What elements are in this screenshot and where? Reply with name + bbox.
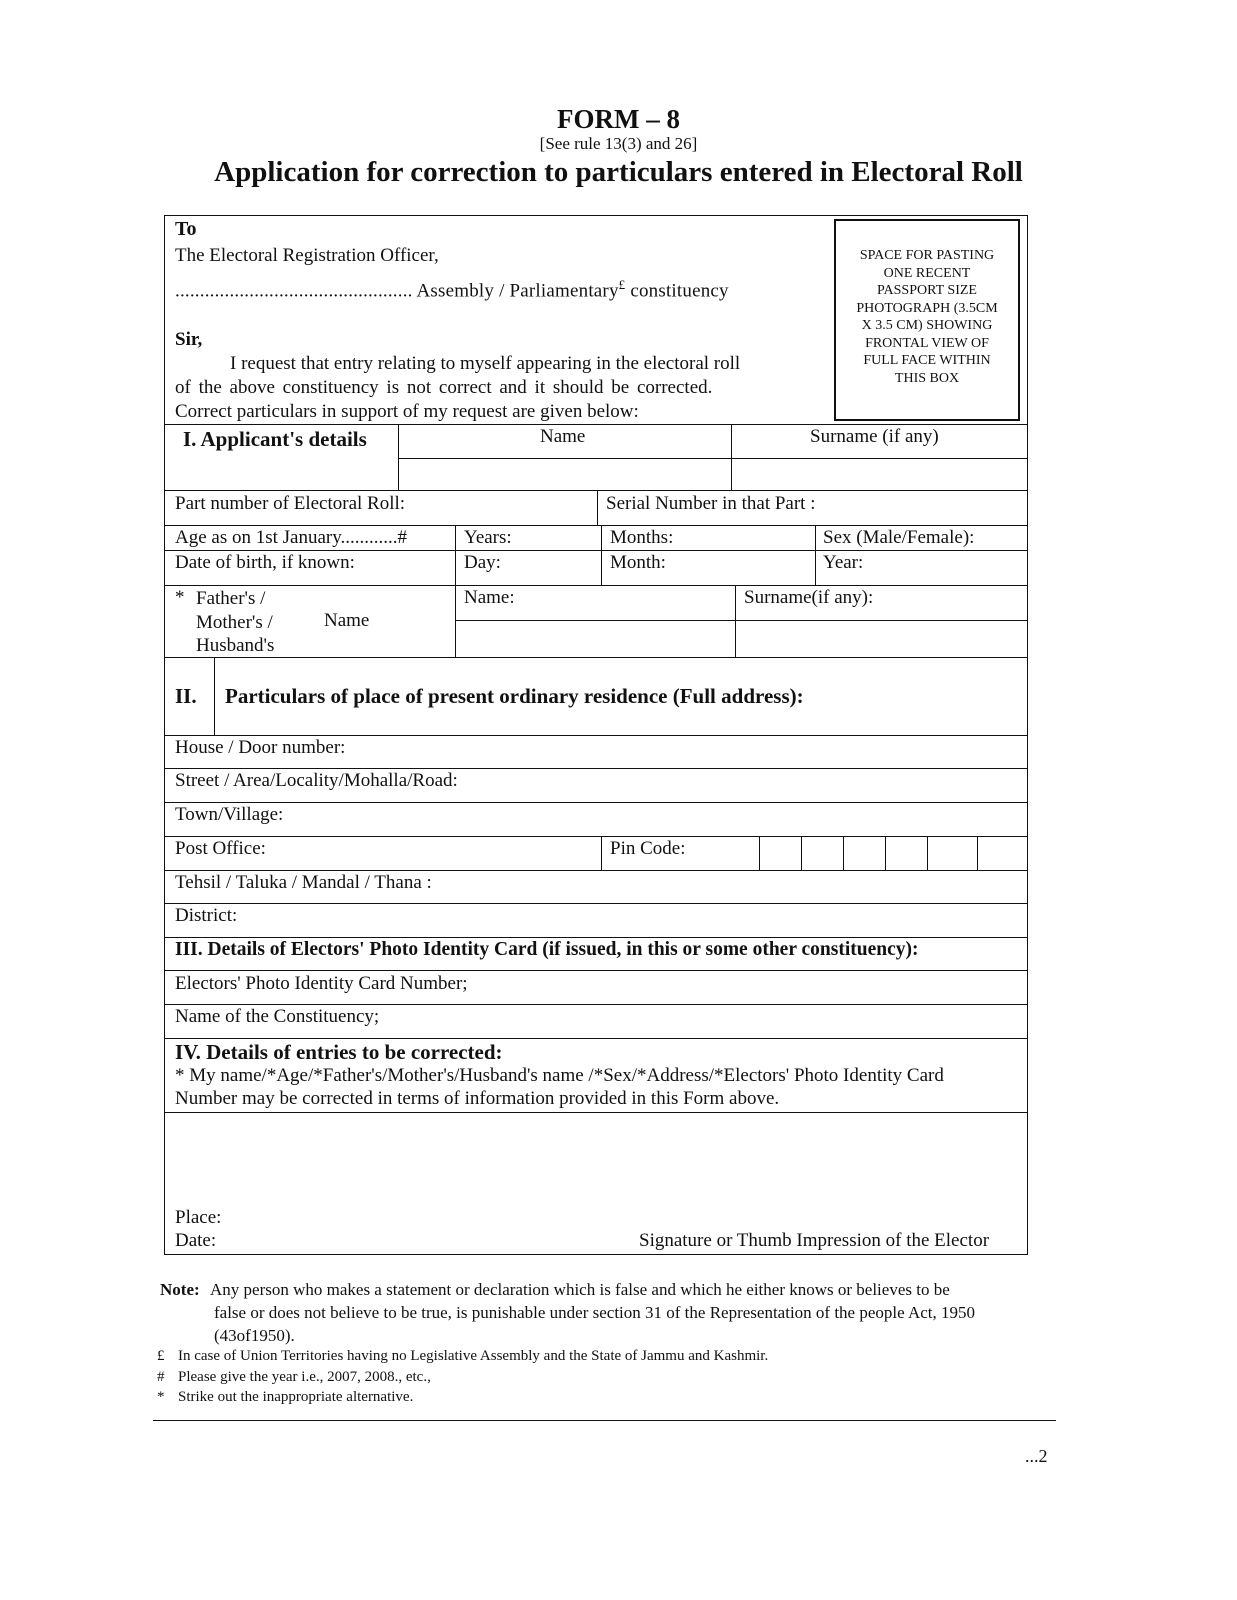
section4-line-1: * My name/*Age/*Father's/Mother's/Husband's name /*Sex/*Address/*Electors' Photo Identity Card <box>175 1065 944 1086</box>
constituency-type: Assembly / Parliamentary <box>416 280 619 302</box>
to-label: To <box>175 218 197 240</box>
request-line-1: I request that entry relating to myself appearing in the electoral roll <box>230 353 741 374</box>
note-label: Note: <box>160 1280 200 1299</box>
post-office-label: Post Office: <box>175 838 266 859</box>
relative-surname-field[interactable] <box>739 623 1025 653</box>
rule-reference: [See rule 13(3) and 26] <box>539 134 698 153</box>
section2-heading: Particulars of place of present ordinary residence (Full address): <box>225 684 804 708</box>
year-label: Year: <box>823 552 864 573</box>
part-number-label: Part number of Electoral Roll: <box>175 493 406 514</box>
photo-box-instructions: SPACE FOR PASTING ONE RECENT PASSPORT SIZE PHOTOGRAPH (3.5CM X 3.5 CM) SHOWING FRONTAL VIEW OF FULL FACE WITHIN THIS BOX <box>856 248 998 386</box>
month-label: Month: <box>610 552 666 573</box>
name-column: Name <box>540 426 586 447</box>
relative-type-labels: Father's / Mother's / Husband's <box>196 588 275 656</box>
applicant-name-field[interactable] <box>402 462 727 488</box>
section4-heading: IV. Details of entries to be corrected: <box>175 1040 503 1064</box>
constituency-name-label: Name of the Constituency; <box>175 1006 380 1027</box>
photo-box <box>834 219 1020 421</box>
months-label: Months: <box>610 527 674 548</box>
footnote-3-mark: * <box>157 1389 165 1405</box>
tehsil-label: Tehsil / Taluka / Mandal / Thana : <box>175 872 432 893</box>
constituency-line <box>175 277 729 302</box>
officer-label: The Electoral Registration Officer, <box>175 245 439 266</box>
epic-number-label: Electors' Photo Identity Card Number; <box>175 973 468 994</box>
surname-column: Surname (if any) <box>810 426 939 447</box>
footnote-2: Please give the year i.e., 2007, 2008., etc., <box>178 1369 431 1385</box>
footnote-3: Strike out the inappropriate alternative. <box>178 1389 414 1405</box>
note-line-3: (43of1950). <box>214 1326 295 1345</box>
sex-label: Sex (Male/Female): <box>823 527 975 548</box>
request-line-2: of the above constituency is not correct and it should be corrected. <box>175 377 713 398</box>
request-line-3: Correct particulars in support of my request are given below: <box>175 401 639 422</box>
serial-number-label: Serial Number in that Part : <box>606 493 816 514</box>
dob-label: Date of birth, if known: <box>175 552 355 573</box>
note-line-1: Any person who makes a statement or declaration which is false and which he either knows or believes to be <box>210 1280 950 1299</box>
section4-line-2: Number may be corrected in terms of information provided in this Form above. <box>175 1088 780 1109</box>
section1-heading: I. Applicant's details <box>183 427 367 451</box>
town-label: Town/Village: <box>175 804 284 825</box>
footnote-1-mark: £ <box>157 1348 165 1364</box>
district-label: District: <box>175 905 238 926</box>
relative-name-label: Name <box>324 610 370 631</box>
years-label: Years: <box>464 527 512 548</box>
section2-numeral: II. <box>175 684 197 708</box>
relative-name-column: Name: <box>464 587 515 608</box>
section3-heading: III. Details of Electors' Photo Identity Card (if issued, in this or some other constituency): <box>175 939 919 960</box>
constituency-dots: ................................................ <box>175 280 413 302</box>
pin-digit-6[interactable] <box>978 838 1026 868</box>
pin-digit-2[interactable] <box>802 838 842 868</box>
relative-surname-column: Surname(if any): <box>744 587 874 608</box>
pin-digit-1[interactable] <box>760 838 800 868</box>
footer-rule <box>153 1420 1056 1421</box>
form-number: FORM – 8 <box>557 104 680 134</box>
pin-code-label: Pin Code: <box>610 838 686 859</box>
applicant-surname-field[interactable] <box>735 462 1025 488</box>
signature-label: Signature or Thumb Impression of the Elector <box>639 1230 990 1251</box>
pin-digit-3[interactable] <box>844 838 884 868</box>
relative-star: * <box>175 587 185 608</box>
salutation: Sir, <box>175 329 203 350</box>
constituency-suffix: constituency <box>630 280 729 302</box>
house-number-label: House / Door number: <box>175 737 346 758</box>
place-label: Place: <box>175 1207 222 1228</box>
pound-mark: £ <box>618 277 626 292</box>
relative-name-field[interactable] <box>459 623 731 653</box>
corrections-space[interactable] <box>168 1116 1024 1204</box>
day-label: Day: <box>464 552 501 573</box>
note-line-2: false or does not believe to be true, is punishable under section 31 of the Representation of the people Act, 1950 <box>214 1303 976 1322</box>
pin-digit-5[interactable] <box>928 838 976 868</box>
page-continuation: ...2 <box>1025 1446 1048 1466</box>
date-label: Date: <box>175 1230 217 1251</box>
form-title: Application for correction to particulars entered in Electoral Roll <box>214 156 1023 188</box>
pin-digit-4[interactable] <box>886 838 926 868</box>
street-label: Street / Area/Locality/Mohalla/Road: <box>175 770 458 791</box>
age-label: Age as on 1st January............# <box>175 527 408 548</box>
footnote-1: In case of Union Territories having no Legislative Assembly and the State of Jammu and Kashmir. <box>178 1348 769 1364</box>
footnote-2-mark: # <box>157 1369 165 1385</box>
